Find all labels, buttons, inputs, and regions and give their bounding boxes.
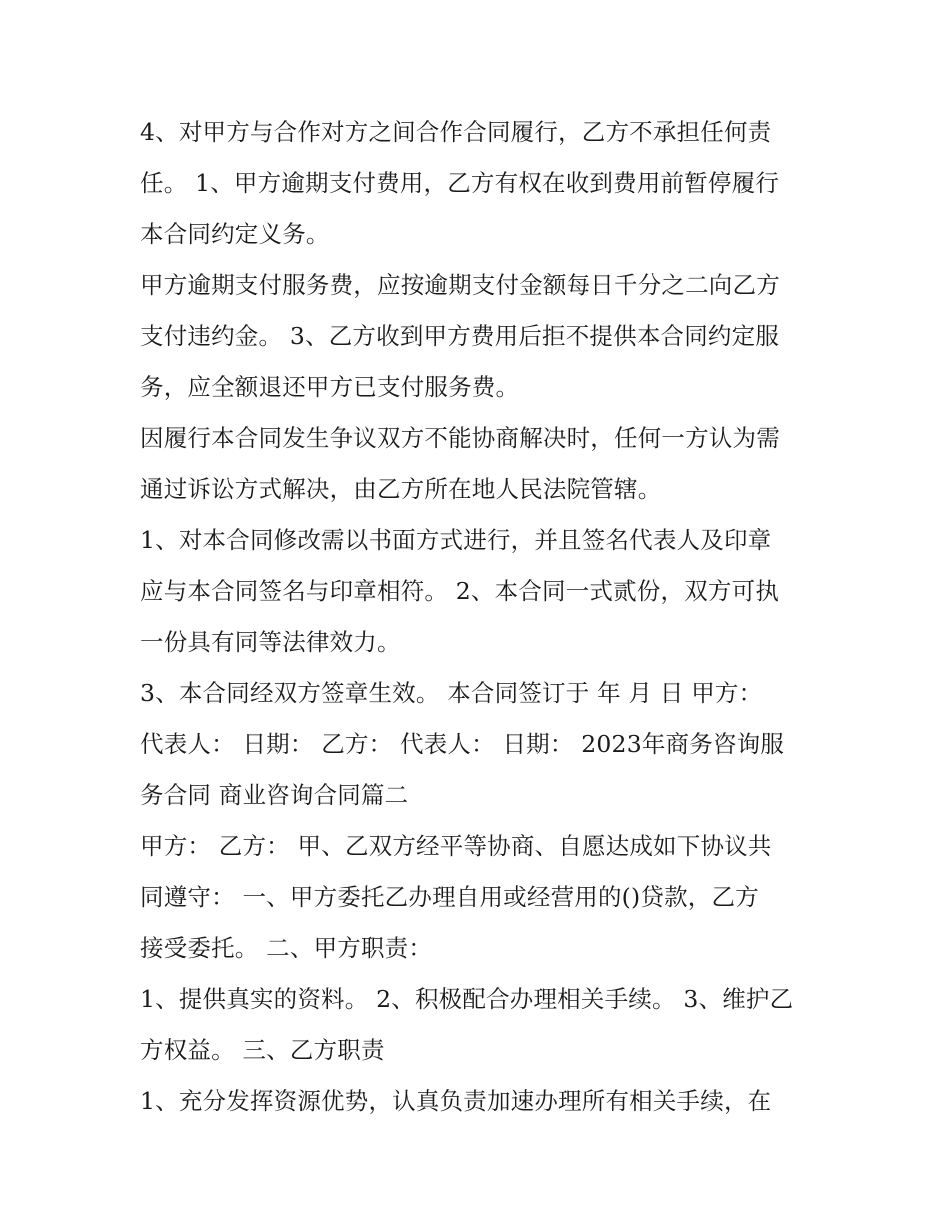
text-line: 通过诉讼方式解决，由乙方所在地人民法院管辖。	[140, 475, 662, 503]
text-line: 甲方逾期支付服务费，应按逾期支付金额每日千分之二向乙方	[140, 271, 780, 299]
text-line: 本合同约定义务。	[140, 220, 330, 248]
paragraph-2	[140, 260, 815, 413]
paragraph-6	[140, 821, 815, 974]
text-line: 甲方： 乙方： 甲、乙双方经平等协商、自愿达成如下协议共	[140, 832, 772, 860]
paragraph-7	[140, 974, 815, 1076]
text-line: 方权益。 三、乙方职责	[140, 1036, 385, 1064]
paragraph-3	[140, 413, 815, 515]
paragraph-1	[140, 107, 815, 260]
text-line: 代表人： 日期： 乙方： 代表人： 日期： 2023年商务咨询服	[140, 730, 785, 758]
text-line: 1、对本合同修改需以书面方式进行，并且签名代表人及印章	[140, 526, 772, 554]
paragraph-5	[140, 668, 815, 821]
text-line: 务，应全额退还甲方已支付服务费。	[140, 373, 520, 401]
text-line: 3、本合同经双方签章生效。 本合同签订于 年 月 日 甲方：	[140, 679, 763, 707]
document-body	[140, 107, 815, 1127]
text-line: 4、对甲方与合作对方之间合作合同履行，乙方不承担任何责	[140, 118, 772, 146]
text-line: 1、充分发挥资源优势，认真负责加速办理所有相关手续，在	[140, 1087, 772, 1115]
text-line: 应与本合同签名与印章相符。 2、本合同一式贰份，双方可执	[140, 577, 780, 605]
paragraph-8	[140, 1076, 815, 1127]
text-line: 因履行本合同发生争议双方不能协商解决时，任何一方认为需	[140, 424, 780, 452]
text-line: 1、提供真实的资料。 2、积极配合办理相关手续。 3、维护乙	[140, 985, 794, 1013]
text-line: 务合同 商业咨询合同篇二	[140, 781, 409, 809]
text-line: 任。 1、甲方逾期支付费用，乙方有权在收到费用前暂停履行	[140, 169, 780, 197]
text-line: 一份具有同等法律效力。	[140, 628, 401, 656]
paragraph-4	[140, 515, 815, 668]
text-line: 同遵守： 一、甲方委托乙办理自用或经营用的()贷款，乙方	[140, 883, 759, 911]
text-line: 支付违约金。 3、乙方收到甲方费用后拒不提供本合同约定服	[140, 322, 780, 350]
text-line: 接受委托。 二、甲方职责：	[140, 934, 433, 962]
